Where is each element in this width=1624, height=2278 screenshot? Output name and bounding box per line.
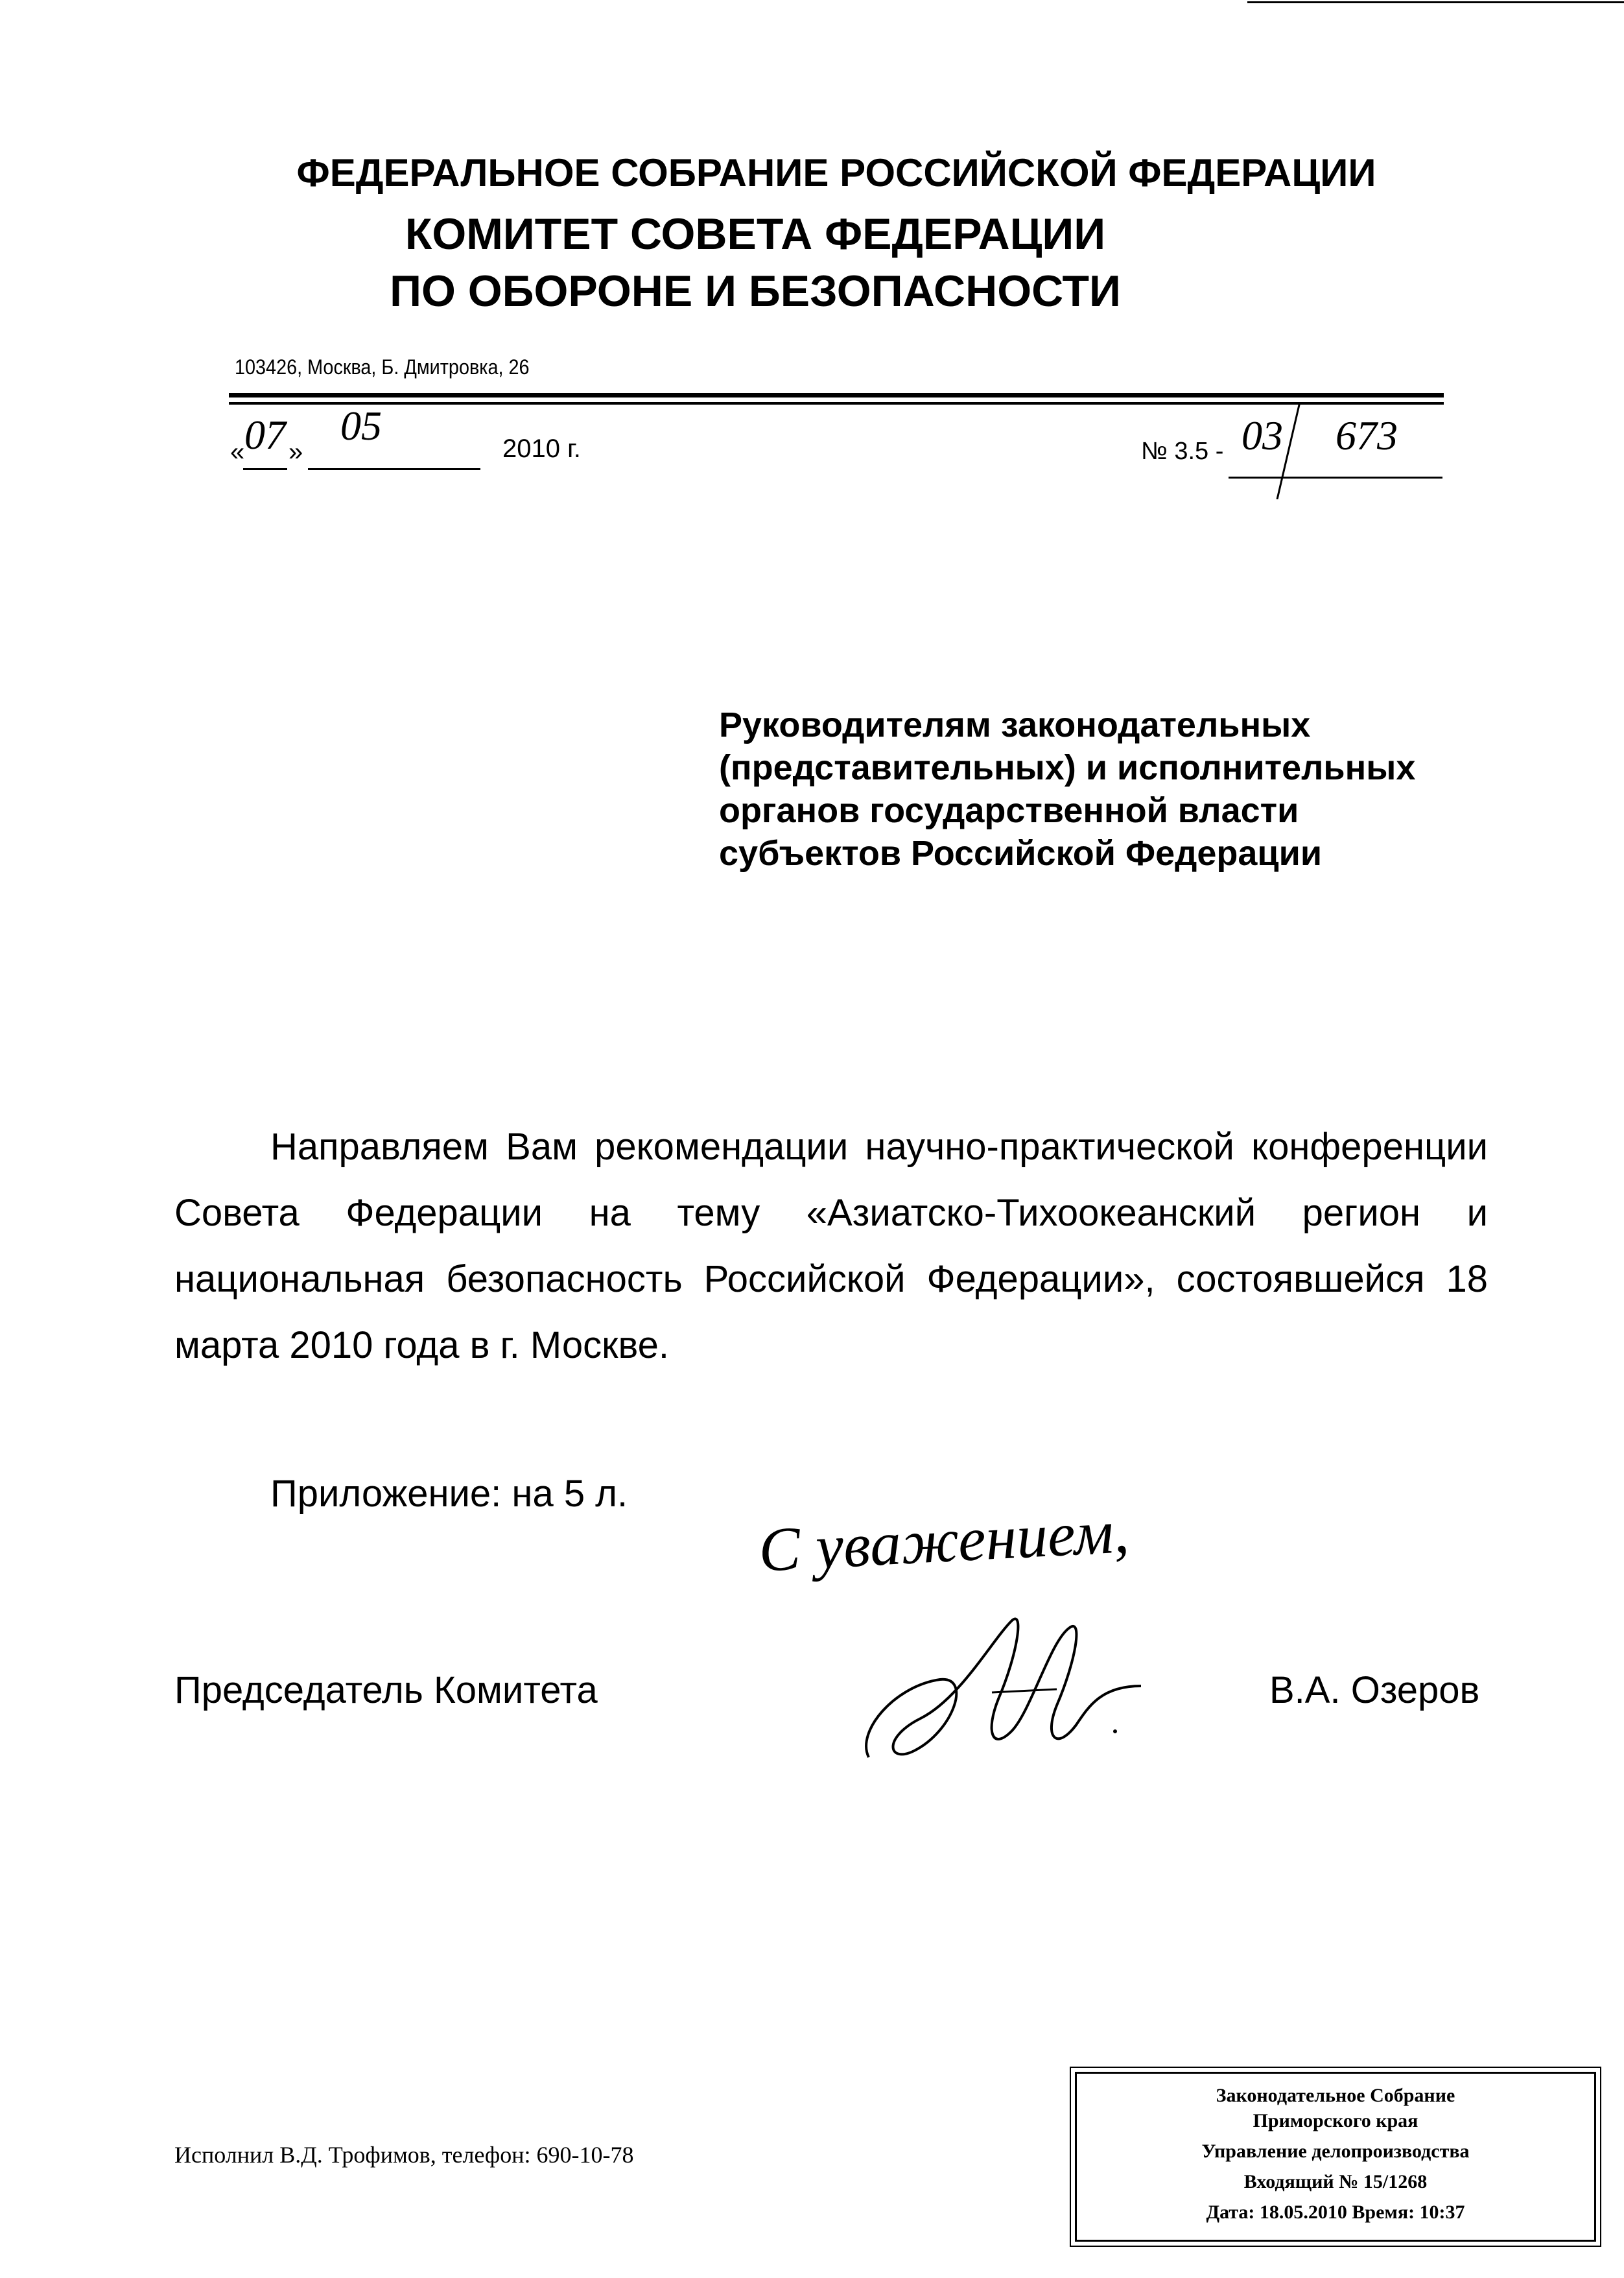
attachment-note: Приложение: на 5 л.	[270, 1473, 628, 1515]
stamp-line: Управление делопроизводства	[1201, 2141, 1470, 2162]
stamp-line: Законодательное Собрание	[1216, 2085, 1455, 2106]
incoming-registration-stamp	[1075, 2072, 1596, 2242]
quote-close: »	[288, 438, 303, 466]
number-underline	[1229, 477, 1442, 479]
executor-info: Исполнил В.Д. Трофимов, телефон: 690-10-78	[174, 2142, 634, 2168]
body-paragraph: Направляем Вам рекомендации научно-практической конференции Совета Федерации на тему «Азиатско-Тихоокеанский регион и национальная безопасность Российской Федерации», состоявшейся 18 марта 2010 года в г. Москве.	[174, 1126, 1488, 1366]
handwritten-regards: С уважением,	[757, 1496, 1131, 1585]
stamp-line: Дата: 18.05.2010 Время: 10:37	[1206, 2201, 1465, 2223]
date-day-handwritten: 07	[244, 412, 286, 458]
doc-number-part2: 673	[1336, 412, 1398, 458]
number-slash	[1267, 402, 1306, 499]
quote-open: «	[230, 438, 245, 466]
header-committee: КОМИТЕТ СОВЕТА ФЕДЕРАЦИИ	[405, 209, 1106, 259]
doc-number-part1: 03	[1242, 412, 1283, 458]
stamp-line: Приморского края	[1253, 2110, 1418, 2131]
date-month-handwritten: 05	[340, 403, 382, 449]
header-federal-assembly: ФЕДЕРАЛЬНОЕ СОБРАНИЕ РОССИЙСКОЙ ФЕДЕРАЦИИ	[296, 151, 1376, 195]
day-underline	[243, 468, 287, 470]
date-year: 2010 г.	[502, 434, 581, 463]
addressee-block	[719, 704, 1415, 875]
header-committee-subtitle: ПО ОБОРОНЕ И БЕЗОПАСНОСТИ	[390, 267, 1121, 316]
addressee-line: субъектов Российской Федерации	[719, 834, 1323, 873]
address: 103426, Москва, Б. Дмитровка, 26	[235, 355, 530, 379]
signatory-position: Председатель Комитета	[174, 1669, 598, 1711]
header-rule-thin	[229, 402, 1444, 405]
header-rule-thick	[229, 393, 1444, 397]
addressee-line: Руководителям законодательных	[719, 706, 1311, 744]
month-underline	[308, 468, 480, 470]
scan-edge-line	[1247, 1, 1624, 3]
date-row	[230, 403, 1449, 486]
signature-image	[843, 1602, 1180, 1770]
stamp-line: Входящий № 15/1268	[1243, 2171, 1428, 2192]
addressee-line: (представительных) и исполнительных	[719, 748, 1416, 787]
signatory-name: В.А. Озеров	[1269, 1669, 1480, 1711]
addressee-line: органов государственной власти	[719, 791, 1299, 830]
doc-number-prefix: № 3.5 -	[1141, 438, 1224, 465]
letter-body	[174, 1114, 1488, 1379]
